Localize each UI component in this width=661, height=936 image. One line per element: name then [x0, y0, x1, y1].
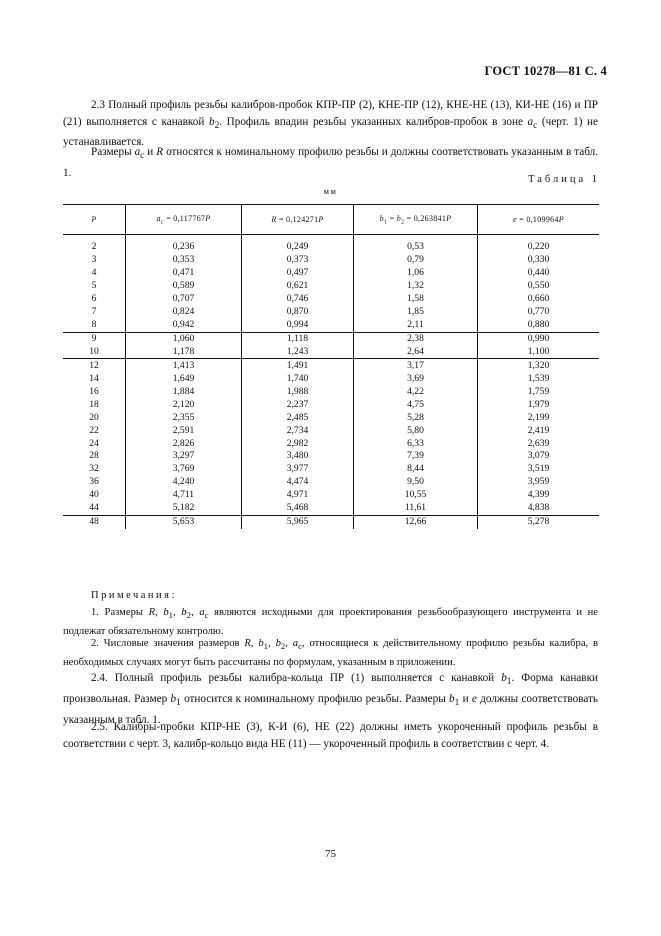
header-b1-b2: $b_1 = b_2 = 0,263841P$	[354, 205, 478, 235]
table-cell: 5,965	[242, 515, 354, 528]
table-cell: 1,979	[478, 398, 600, 411]
table-cell: 2	[91, 241, 97, 253]
table-cell: 7,39	[354, 450, 478, 463]
paragraph-sizes: Размеры $a_c$ и R относятся к номинальному профилю резьбы и должны соответствовать указанным в табл. 1.	[63, 146, 598, 179]
table-cell: 4,474	[242, 476, 354, 489]
table-cell: 0,497	[242, 267, 354, 280]
table-row	[63, 332, 599, 345]
table-cell: 0,79	[354, 254, 478, 267]
table-row	[63, 372, 599, 385]
table-cell: 1,243	[242, 346, 354, 359]
table-row	[63, 280, 599, 293]
page-number: 75	[325, 848, 336, 860]
table-cell: 12	[89, 359, 99, 371]
table-cell: 0,353	[126, 254, 242, 267]
table-cell: 0,770	[478, 306, 600, 319]
table-row	[63, 424, 599, 437]
table-row	[63, 398, 599, 411]
table-cell: 1,413	[126, 359, 242, 372]
table-row	[63, 515, 599, 528]
table-cell: 2,826	[126, 437, 242, 450]
table-cell: 11,61	[354, 502, 478, 515]
table-cell: 3	[91, 254, 97, 266]
header-ac: $a_c = 0,117767P$	[126, 205, 242, 235]
table-cell: 7	[91, 306, 97, 318]
table-cell: 0,249	[242, 235, 354, 254]
table-cell: 1,759	[478, 385, 600, 398]
table-cell: 6,33	[354, 437, 478, 450]
table-cell: 0,990	[478, 332, 600, 345]
table-cell: 1,740	[242, 372, 354, 385]
table-cell: 5,468	[242, 502, 354, 515]
table-cell: 12,66	[354, 515, 478, 528]
table-cell: 1,06	[354, 267, 478, 280]
note-1: 1. Размеры R, $b_1$, $b_2$, $a_c$ являются исходными для проектирования резьбообразующего инструмента и не подлежат обязательному контролю.	[63, 607, 599, 637]
table-cell: 0,746	[242, 293, 354, 306]
table-cell: 1,491	[242, 359, 354, 372]
table-cell: 0,440	[478, 267, 600, 280]
table-cell: 3,480	[242, 450, 354, 463]
table-cell: 36	[89, 476, 99, 488]
table-cell: 22	[89, 424, 99, 436]
table-cell: 0,589	[126, 280, 242, 293]
table-cell: 1,539	[478, 372, 600, 385]
table-cell: 32	[89, 463, 99, 475]
table-row	[63, 411, 599, 424]
table-row	[63, 463, 599, 476]
paragraph-2-5: 2.5. Калибры-пробки КПР-НЕ (3), К-И (6), НЕ (22) должны иметь укороченный профиль резьбы в соответствии с черт. 3, калибр-кольцо вида НЕ (11) — укороченный профиль в соответствии с черт. 4.	[63, 721, 598, 750]
table-cell: 4,75	[354, 398, 478, 411]
table-cell: 4	[91, 267, 97, 279]
table-cell: 2,199	[478, 411, 600, 424]
note-2: 2. Числовые значения размеров R, $b_1$, $b_2$, $a_c$, относящиеся к действительному профилю резьбы калибра, в необходимых случаях могут быть рассчитаны по формулам, указанным в приложении.	[63, 638, 599, 668]
table-cell: 1,32	[354, 280, 478, 293]
table-cell: 0,870	[242, 306, 354, 319]
header-r: R = 0,124271P	[242, 205, 354, 235]
paragraph-2-4: 2.4. Полный профиль резьбы калибра-кольца ПР (1) выполняется с канавкой $b_1$. Форма канавки произвольная. Размер $b_1$ относится к номинальному профилю резьбы. Размеры $b_1$ и e должны соответствовать указанным в табл. 1.	[63, 672, 598, 726]
table-cell: 1,58	[354, 293, 478, 306]
table-row	[63, 306, 599, 319]
table-cell: 1,988	[242, 385, 354, 398]
table-cell: 4,399	[478, 489, 600, 502]
table-cell: 0,53	[354, 235, 478, 254]
document-header: ГОСТ 10278—81 С. 4	[484, 64, 607, 78]
table-cell: 18	[89, 398, 99, 410]
table-cell: 3,079	[478, 450, 600, 463]
table-cell: 10	[63, 346, 126, 359]
table-cell: 4,22	[354, 385, 478, 398]
table-row	[63, 346, 599, 359]
dimensions-table	[63, 204, 599, 529]
table-cell: 2,485	[242, 411, 354, 424]
table-cell: 1,178	[126, 346, 242, 359]
table-row	[63, 385, 599, 398]
table-cell: 2,64	[354, 346, 478, 359]
table-cell: 0,994	[242, 319, 354, 332]
table-cell: 0,550	[478, 280, 600, 293]
table-row	[63, 437, 599, 450]
table-cell: 3,69	[354, 372, 478, 385]
table-cell: 16	[89, 385, 99, 397]
table-cell: 1,884	[126, 385, 242, 398]
table-cell: 3,17	[354, 359, 478, 372]
table-cell: 0,880	[478, 319, 600, 332]
table-cell: 0,707	[126, 293, 242, 306]
table-cell: 5,653	[126, 515, 242, 528]
table-cell: 3,519	[478, 463, 600, 476]
notes-title: Примечания:	[91, 590, 177, 601]
table-cell: 1,118	[242, 332, 354, 345]
table-row	[63, 359, 599, 372]
table-cell: 0,220	[478, 235, 600, 254]
table-cell: 20	[89, 411, 99, 423]
table-cell: 8,44	[354, 463, 478, 476]
table-row	[63, 293, 599, 306]
table-cell: 5,182	[126, 502, 242, 515]
table-cell: 0,236	[126, 235, 242, 254]
table-cell: 2,982	[242, 437, 354, 450]
table-cell: 5	[91, 280, 97, 292]
table-units: мм	[323, 186, 338, 196]
table-cell: 24	[89, 437, 99, 449]
table-cell: 44	[63, 502, 126, 515]
table-cell: 28	[89, 450, 99, 462]
table-cell: 5,28	[354, 411, 478, 424]
table-cell: 2,419	[478, 424, 600, 437]
table-cell: 9	[91, 333, 97, 345]
table-cell: 0,330	[478, 254, 600, 267]
table-row	[63, 502, 599, 515]
table-row	[63, 319, 599, 332]
table-cell: 5,80	[354, 424, 478, 437]
table-row	[63, 235, 599, 254]
header-p: P	[63, 205, 126, 235]
table-cell: 2,639	[478, 437, 600, 450]
table-cell: 40	[89, 489, 99, 501]
table-cell: 4,240	[126, 476, 242, 489]
table-cell: 0,621	[242, 280, 354, 293]
table-cell: 4,838	[478, 502, 600, 515]
paragraph-2-3: 2.3 Полный профиль резьбы калибров-пробок КПР-ПР (2), КНЕ-ПР (12), КНЕ-НЕ (13), КИ-НЕ (16) и ПР (21) выполняется с канавкой $b_2$. Профиль впадин резьбы указанных калибров-пробок в зоне $a_c$ (черт. 1) не устанавливается.	[63, 99, 598, 149]
table-row	[63, 476, 599, 489]
table-row	[63, 450, 599, 463]
table-cell: 14	[89, 372, 99, 384]
table-cell: 10,55	[354, 489, 478, 502]
header-e: e = 0,109964P	[478, 205, 600, 235]
table-cell: 3,959	[478, 476, 600, 489]
table-cell: 2,237	[242, 398, 354, 411]
table-cell: 2,591	[126, 424, 242, 437]
table-cell: 0,471	[126, 267, 242, 280]
table-body	[63, 235, 599, 529]
table-cell: 3,769	[126, 463, 242, 476]
table-cell: 0,942	[126, 319, 242, 332]
table-cell: 1,85	[354, 306, 478, 319]
table-cell: 2,734	[242, 424, 354, 437]
table-row	[63, 267, 599, 280]
table-cell: 3,977	[242, 463, 354, 476]
table-cell: 3,297	[126, 450, 242, 463]
table-cell: 1,060	[126, 332, 242, 345]
table-cell: 0,373	[242, 254, 354, 267]
table-cell: 4,971	[242, 489, 354, 502]
table-cell: 2,120	[126, 398, 242, 411]
table-cell: 0,824	[126, 306, 242, 319]
table-cell: 1,649	[126, 372, 242, 385]
table-cell: 1,100	[478, 346, 600, 359]
table-cell: 48	[89, 516, 99, 528]
table-caption: Таблица 1	[528, 174, 600, 185]
table-cell: 2,11	[354, 319, 478, 332]
table-cell: 1,320	[478, 359, 600, 372]
table-row	[63, 254, 599, 267]
table-cell: 0,660	[478, 293, 600, 306]
table-cell: 8	[63, 319, 126, 332]
table-header-row	[63, 205, 599, 235]
table-row	[63, 489, 599, 502]
table-cell: 9,50	[354, 476, 478, 489]
table-cell: 6	[91, 293, 97, 305]
table-cell: 4,711	[126, 489, 242, 502]
table-cell: 2,38	[354, 332, 478, 345]
table-cell: 2,355	[126, 411, 242, 424]
table-cell: 5,278	[478, 515, 600, 528]
